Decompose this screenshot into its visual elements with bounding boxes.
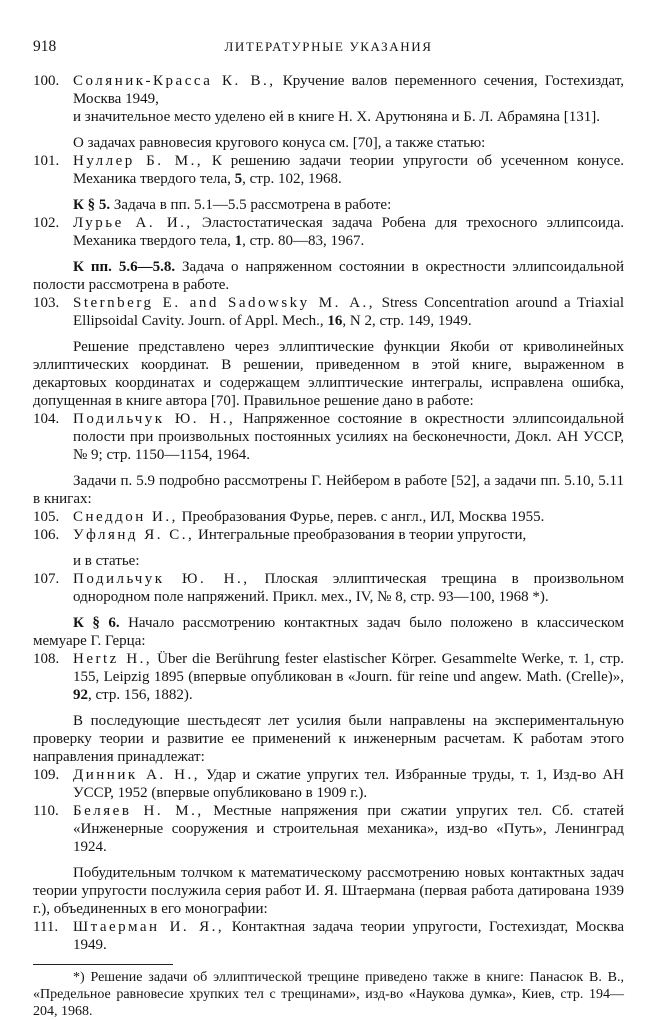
reference-title: Местные напряжения при сжатии упругих тел. Сб. статей «Инженерные сооружения и строительная механика», изд-во «Путь», Ленинград 1924. xyxy=(73,803,624,855)
reference-title: К решению задачи теории упругости об усеченном конусе. Механика твердого тела, xyxy=(73,153,624,187)
reference-number: 109. xyxy=(33,767,60,783)
running-title: ЛИТЕРАТУРНЫЕ УКАЗАНИЯ xyxy=(224,39,433,54)
paragraph-section-5-6: К пп. 5.6—5.8. Задача о напряженном состоянии в окрестности эллипсоидальной полости рассмотрена в работе. xyxy=(33,259,624,293)
reference-note: и значительное место уделено ей в книге Н. Х. Арутюняна и Б. Л. Абрамяна [131]. xyxy=(73,109,600,125)
reference-author: Подильчук Ю. Н., xyxy=(73,411,236,427)
reference-tail: , стр. 80—83, 1967. xyxy=(242,233,365,249)
reference-101 xyxy=(33,152,624,188)
reference-104 xyxy=(33,410,624,464)
reference-111 xyxy=(33,918,624,954)
reference-number: 108. xyxy=(33,651,60,667)
paragraph-section-5-9: Задачи п. 5.9 подробно рассмотрены Г. Нейбером в работе [52], а задачи пп. 5.10, 5.11 в книгах: xyxy=(33,473,624,507)
reference-103 xyxy=(33,294,624,330)
reference-author: Уфлянд Я. С., xyxy=(73,527,195,543)
reference-108 xyxy=(33,650,624,704)
reference-author: Беляев Н. М., xyxy=(73,803,204,819)
reference-author: Лурье А. И., xyxy=(73,215,193,231)
reference-volume: 1 xyxy=(234,233,243,249)
paragraph-sixty-years: В последующие шестьдесят лет усилия были направлены на экспериментальную проверку теории и развитие ее применений к инженерным расчетам. К работам этого направления принадлежат: xyxy=(33,713,624,765)
reference-title: Удар и сжатие упругих тел. Избранные труды, т. 1, Изд-во АН УССР, 1952 (впервые опубликовано в 1909 г.). xyxy=(73,767,625,801)
reference-number: 106. xyxy=(33,527,60,543)
reference-title: Stress Concentration around a Triaxial Ellipsoidal Cavity. Journ. of Appl. Mech., xyxy=(73,295,624,329)
reference-list xyxy=(33,72,624,1020)
reference-number: 105. xyxy=(33,509,60,525)
reference-tail: , N 2, стр. 149, 1949. xyxy=(342,313,472,329)
reference-author: Соляник-Красса К. В., xyxy=(73,73,276,89)
paragraph-article: и в статье: xyxy=(73,553,140,569)
reference-110 xyxy=(33,802,624,856)
reference-number: 110. xyxy=(33,803,59,819)
reference-author: Штаерман И. Я., xyxy=(73,919,225,935)
footnote-rule xyxy=(33,964,173,965)
reference-title: Über die Berührung fester elastischer Körper. Gesammelte Werke, т. 1, стр. 155, Leipzig 1895 (впервые опубликован в «Journ. für reine und angew. Math. (Crelle)», xyxy=(73,651,624,685)
footnote: *) Решение задачи об эллиптической трещине приведено также в книге: Панасюк В. В., «Предельное равновесие хрупких тел с трещинами», изд-во «Наукова думка», Киев, стр. 194—204, 1968. xyxy=(33,970,624,1019)
reference-title: Кручение валов переменного сечения, Гостехиздат, Москва 1949, xyxy=(73,73,625,107)
reference-author: Нуллер Б. М., xyxy=(73,153,204,169)
section-marker: К § 5. xyxy=(73,197,111,213)
reference-author: Hertz H., xyxy=(73,651,153,667)
reference-106 xyxy=(33,526,624,544)
reference-tail: , стр. 102, 1968. xyxy=(242,171,342,187)
page-header xyxy=(33,38,624,58)
paragraph-section-5: К § 5. Задача в пп. 5.1—5.5 рассмотрена в работе: xyxy=(73,197,392,213)
reference-number: 102. xyxy=(33,215,60,231)
section-marker: К § 6. xyxy=(73,615,120,631)
reference-volume: 16 xyxy=(327,313,343,329)
reference-number: 100. xyxy=(33,73,60,89)
reference-109 xyxy=(33,766,624,802)
reference-number: 104. xyxy=(33,411,60,427)
reference-title: Эластостатическая задача Робена для трехосного эллипсоида. Механика твердого тела, xyxy=(73,215,624,249)
reference-title: Плоская эллиптическая трещина в произвольном однородном поле напряжений. Прикл. мех., IV, № 8, стр. 93—100, 1968 *). xyxy=(73,571,625,605)
section-marker: К пп. 5.6—5.8. xyxy=(73,259,176,275)
reference-number: 101. xyxy=(33,153,60,169)
reference-number: 103. xyxy=(33,295,60,311)
reference-number: 111. xyxy=(33,919,59,935)
reference-102 xyxy=(33,214,624,250)
reference-author: Подильчук Ю. Н., xyxy=(73,571,250,587)
reference-author: Динник А. Н., xyxy=(73,767,200,783)
reference-author: Снеддон И., xyxy=(73,509,178,525)
paragraph-section-6: К § 6. Начало рассмотрению контактных задач было положено в классическом мемуаре Г. Герца: xyxy=(33,615,624,649)
paragraph-stimulus: Побудительным толчком к математическому рассмотрению новых контактных задач теории упругости послужила серия работ И. Я. Штаермана (первая работа датирована 1939 г.), объединенных в его монографии: xyxy=(33,865,624,917)
reference-volume: 5 xyxy=(234,171,243,187)
reference-100 xyxy=(33,72,624,126)
paragraph-jacobi: Решение представлено через эллиптические функции Якоби от криволинейных эллиптических координат. В решении, приведенном в этой книге, выраженном в декартовых координатах и содержащем эллиптические интегралы, исправлена ошибка, допущенная в книге автора [70]. Правильное решение дано в работе: xyxy=(33,339,624,409)
page-number: 918 xyxy=(33,38,57,55)
reference-volume: 92 xyxy=(73,687,88,703)
paragraph-cone: О задачах равновесия кругового конуса см. [70], а также статью: xyxy=(73,135,486,151)
reference-title: Контактная задача теории упругости, Гостехиздат, Москва 1949. xyxy=(73,919,624,953)
reference-author: Sternberg E. and Sadowsky M. A., xyxy=(73,295,376,311)
reference-number: 107. xyxy=(33,571,60,587)
reference-title: Напряженное состояние в окрестности эллипсоидальной полости при произвольных постоянных усилиях на бесконечности, Докл. АН УССР, № 9; стр. 1150—1154, 1964. xyxy=(73,411,625,463)
reference-tail: , стр. 156, 1882). xyxy=(88,687,193,703)
reference-title: Интегральные преобразования в теории упругости, xyxy=(194,527,527,543)
reference-107 xyxy=(33,570,624,606)
reference-title: Преобразования Фурье, перев. с англ., ИЛ, Москва 1955. xyxy=(177,509,545,525)
reference-105 xyxy=(33,508,624,526)
